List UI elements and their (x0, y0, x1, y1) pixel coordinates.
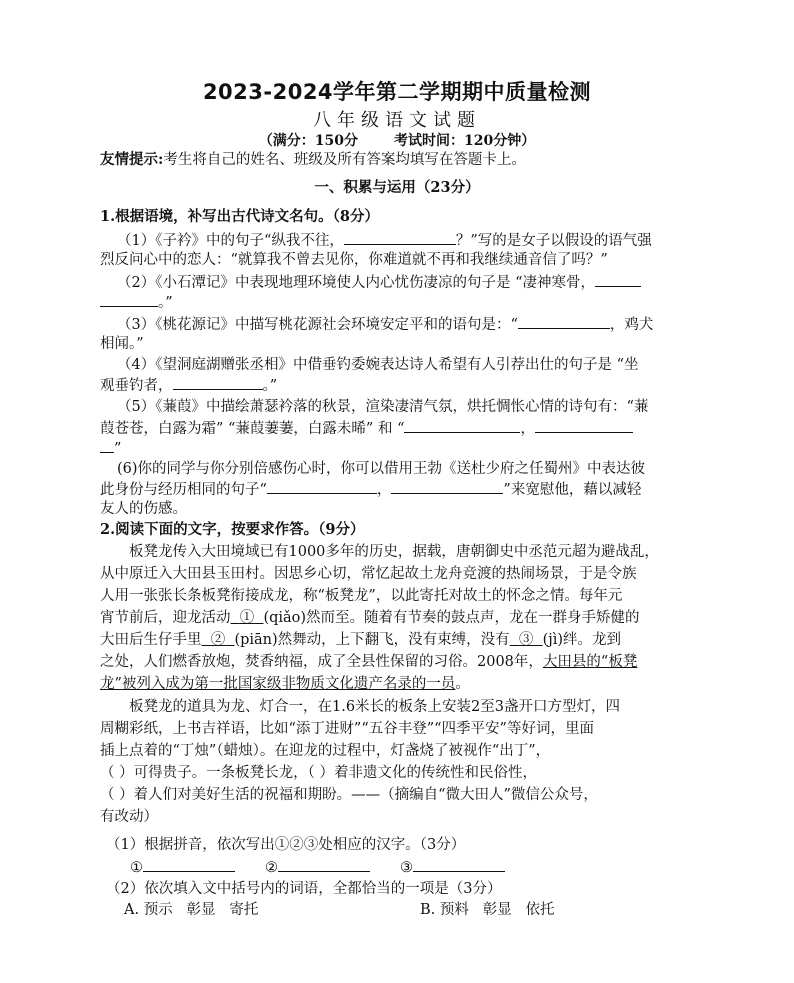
exam-subtitle: 八年级语文试题 (313, 110, 481, 131)
q1-item-2-line-1: （2）《小石潭记》中表现地理环境使人内心忧伤凄凉的句子是 “凄神寒骨， (117, 272, 717, 293)
answer-blank[interactable] (100, 438, 114, 453)
underlined-sentence: 大田县的“板凳 (542, 654, 638, 670)
exam-title: 2023-2024学年第二学期期中质量检测 (202, 80, 592, 104)
passage-line: 龙”被列入成为第一批国家级非物质文化遗产名录的一员。 (100, 676, 470, 692)
q1-item-5-line-1: （5）《蒹葭》中描绘萧瑟衿落的秋景，渲染凄清气氛，烘托惆怅心情的诗句有：“蒹 (117, 399, 649, 415)
passage-line: 大田后生仔手里 ② (piān)然舞动，上下翻飞，没有束缚，没有 ③ (jì)绊。龙到 (100, 632, 622, 648)
notice-label: 友情提示: (100, 151, 164, 168)
passage-line: 有改动） (100, 809, 158, 825)
blank-mark-1: ① (239, 610, 255, 626)
passage-line: 之处，人们燃香放炮，焚香纳福，成了全县性保留的习俗。2008年，大田县的“板凳 (100, 654, 638, 670)
underlined-sentence: 龙”被列入成为第一批国家级非物质文化遗产名录的一员 (100, 676, 456, 692)
q1-item-6-line-3: 友人的伤感。 (100, 501, 187, 517)
q1-item-4-line-2: 观垂钓者， 。” (100, 375, 700, 396)
blank-mark-2: ② (210, 632, 226, 648)
passage-line: 周糊彩纸，上书吉祥语，比如“添丁进财”“五谷丰登”“四季平安”等好词，里面 (100, 721, 594, 737)
answer-blank[interactable] (143, 857, 235, 872)
q1-item-3-line-2: 相闻。” (100, 336, 144, 352)
section-1-title: 一、积累与运用（23分） (314, 179, 480, 196)
passage-line: 板凳龙的道具为龙、灯合一，在1.6米长的板条上安装2至3盏开口方型灯，四 (129, 699, 621, 715)
exam-time: 考试时间：120分钟） (394, 133, 536, 149)
q1-item-5-line-3: ” (100, 438, 700, 459)
answer-blank[interactable] (404, 418, 520, 433)
question-1-title: 1.根据语境，补写出古代诗文名句。（8分） (100, 208, 379, 225)
q1-item-1-line-2: 烈反问心中的恋人：“就算我不曾去见你，你难道就不再和我继续通音信了吗？” (100, 252, 608, 268)
passage-line: （ ）着人们对美好生活的祝福和期盼。——（摘编自“微大田人”微信公众号， (100, 787, 598, 803)
passage-line: 插上点着的“丁烛”（蜡烛）。在迎龙的过程中，灯盏烧了被视作“出丁”， (100, 743, 551, 759)
answer-blank[interactable] (278, 857, 370, 872)
q1-item-3-line-1: （3）《桃花源记》中描写桃花源社会环境安定平和的语句是：“ ，鸡犬 (117, 314, 717, 335)
q1-item-2-line-2: 。” (100, 292, 700, 313)
passage-line: 板凳龙传入大田境域已有1000多年的历史，据载，唐朝御史中丞范元超为避战乱， (129, 544, 659, 560)
q1-item-6-line-2: 此身份与经历相同的句子“ ， ”来宽慰他，藉以减轻 (100, 479, 700, 500)
notice-line (100, 150, 700, 170)
answer-blank[interactable] (535, 418, 633, 433)
answer-blank[interactable] (267, 479, 377, 494)
answer-blank[interactable] (173, 375, 263, 390)
q1-item-5-line-2: 葭苍苍，白露为霜” “蒹葭萋萋，白露未晞” 和 “ ， (100, 418, 700, 439)
option-b: B. 预料 彰显 依托 (420, 902, 555, 918)
answer-blank[interactable] (595, 272, 641, 287)
q1-item-6-line-1: (6)你的同学与你分别倍感伤心时，你可以借用王勃《送杜少府之任蜀州》中表达彼 (117, 461, 646, 477)
passage-line: （ ）可得贵子。一条板凳长龙，（ ）着非遗文化的传统性和民俗性， (100, 765, 537, 781)
q2-sub-1: （1）根据拼音，依次写出①②③处相应的汉字。（3分） (106, 837, 466, 853)
answer-blank[interactable] (391, 479, 503, 494)
answer-blank[interactable] (518, 314, 610, 329)
score-time-line (0, 130, 794, 150)
q1-item-1-line-1: （1）《子衿》中的句子“纵我不往， ？”写的是女子以假设的语气强 (117, 230, 717, 251)
blank-mark-3: ③ (518, 632, 534, 648)
answer-blank[interactable] (344, 230, 456, 245)
passage-line: 人用一张张长条板凳衔接成龙，称“板凳龙”，以此寄托对故土的怀念之情。每年元 (100, 588, 623, 604)
passage-line: 宵节前后，迎龙活动 ① (qiǎo)然而至。随着有节奏的鼓点声，龙在一群身手矫健的 (100, 610, 640, 626)
q2-sub-1-blanks: ① ② ③ (130, 857, 730, 878)
option-a: A. 预示 彰显 寄托 (124, 902, 259, 918)
q1-item-4-line-1: （4）《望洞庭湖赠张丞相》中借垂钓委婉表达诗人希望有人引荐出仕的句子是 “坐 (117, 357, 639, 373)
passage-line: 从中原迁入大田县玉田村。因思乡心切，常忆起故土龙舟竞渡的热闹场景，于是令族 (100, 566, 637, 582)
answer-blank[interactable] (100, 292, 158, 307)
q2-sub-2: （2）依次填入文中括号内的词语，全都恰当的一项是（3分） (106, 881, 502, 897)
answer-blank[interactable] (413, 857, 505, 872)
question-2-title: 2.阅读下面的文字，按要求作答。（9分） (100, 521, 365, 538)
full-score: （满分：150分 (258, 133, 358, 149)
notice-text: 考生将自己的姓名、班级及所有答案均填写在答题卡上。 (163, 152, 526, 168)
